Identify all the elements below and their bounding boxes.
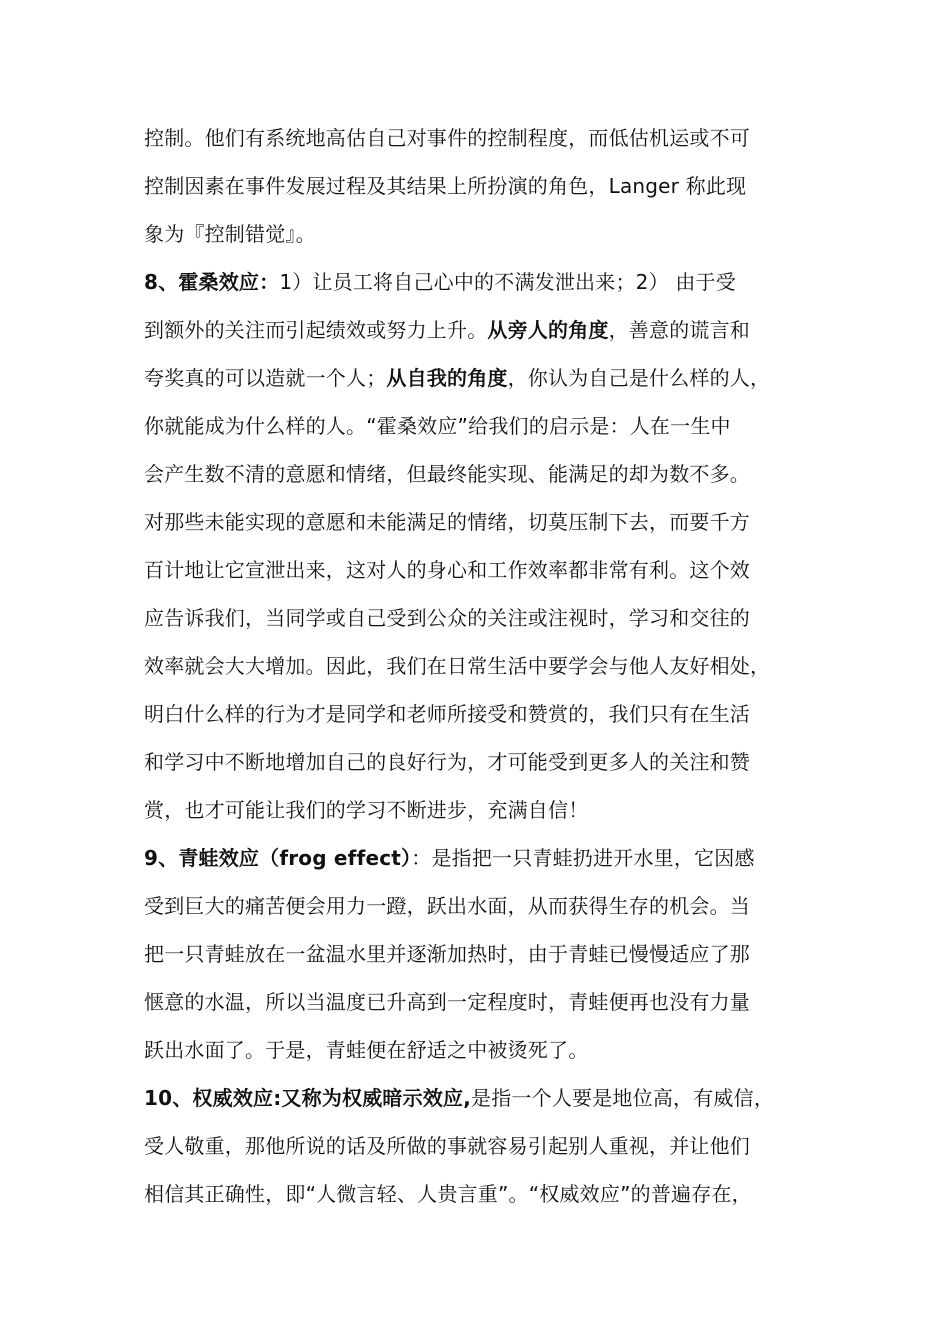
body-text xyxy=(144,114,816,1218)
text-span: 是指一个人要是地位高，有威信， xyxy=(471,1086,775,1110)
text-line: 象为『控制错觉』。 xyxy=(144,222,316,246)
text-span: 到额外的关注而引起绩效或努力上升。 xyxy=(144,318,488,342)
text-line: 赏，也才可能让我们的学习不断进步，充满自信！ xyxy=(144,798,589,822)
text-line: 百计地让它宣泄出来，这对人的身心和工作效率都非常有利。这个效 xyxy=(144,558,750,582)
section-title-frog: 9、青蛙效应（frog effect） xyxy=(144,846,412,870)
heading-line-hawthorne xyxy=(144,258,816,306)
text-span: ，善意的谎言和 xyxy=(608,318,751,342)
text-line: 惬意的水温，所以当温度已升高到一定程度时，青蛙便再也没有力量 xyxy=(144,990,750,1014)
text-line xyxy=(144,306,816,354)
text-span: 夸奖真的可以造就一个人； xyxy=(144,366,387,390)
heading-line-authority xyxy=(144,1074,816,1122)
text-span: 1）让员工将自己心中的不满发泄出来；2） 由于受 xyxy=(279,270,736,294)
text-line: 和学习中不断地增加自己的良好行为，才可能受到更多人的关注和赞 xyxy=(144,750,750,774)
emphasis-self: 从自我的角度 xyxy=(386,366,508,390)
text-line: 效率就会大大增加。因此，我们在日常生活中要学会与他人友好相处， xyxy=(144,654,771,678)
text-line: 跃出水面了。于是，青蛙便在舒适之中被烫死了。 xyxy=(144,1038,589,1062)
heading-line-frog xyxy=(144,834,816,882)
text-line: 相信其正确性，即“人微言轻、人贵言重”。“权威效应”的普遍存在， xyxy=(144,1182,752,1206)
text-span: ：是指把一只青蛙扔进开水里，它因感 xyxy=(411,846,755,870)
text-line: 控制。他们有系统地高估自己对事件的控制程度，而低估机运或不可 xyxy=(144,126,750,150)
text-line: 会产生数不清的意愿和情绪，但最终能实现、能满足的却为数不多。 xyxy=(144,462,750,486)
text-line: 控制因素在事件发展过程及其结果上所扮演的角色，Langer 称此现 xyxy=(144,174,747,198)
text-line: 明白什么样的行为才是同学和老师所接受和赞赏的，我们只有在生活 xyxy=(144,702,750,726)
text-line: 对那些未能实现的意愿和未能满足的情绪，切莫压制下去，而要千方 xyxy=(144,510,750,534)
text-line: 受人敬重，那他所说的话及所做的事就容易引起别人重视，并让他们 xyxy=(144,1134,750,1158)
text-line xyxy=(144,354,816,402)
emphasis-bystander: 从旁人的角度 xyxy=(487,318,609,342)
text-line: 应告诉我们，当同学或自己受到公众的关注或注视时，学习和交往的 xyxy=(144,606,750,630)
text-line: 你就能成为什么样的人。“霍桑效应”给我们的启示是：人在一生中 xyxy=(144,414,731,438)
section-title-authority: 10、权威效应:又称为权威暗示效应, xyxy=(144,1086,472,1110)
section-title-hawthorne: 8、霍桑效应： xyxy=(144,270,280,294)
text-line: 受到巨大的痛苦便会用力一蹬，跃出水面，从而获得生存的机会。当 xyxy=(144,894,750,918)
text-line: 把一只青蛙放在一盆温水里并逐渐加热时，由于青蛙已慢慢适应了那 xyxy=(144,942,750,966)
text-span: ，你认为自己是什么样的人， xyxy=(507,366,771,390)
